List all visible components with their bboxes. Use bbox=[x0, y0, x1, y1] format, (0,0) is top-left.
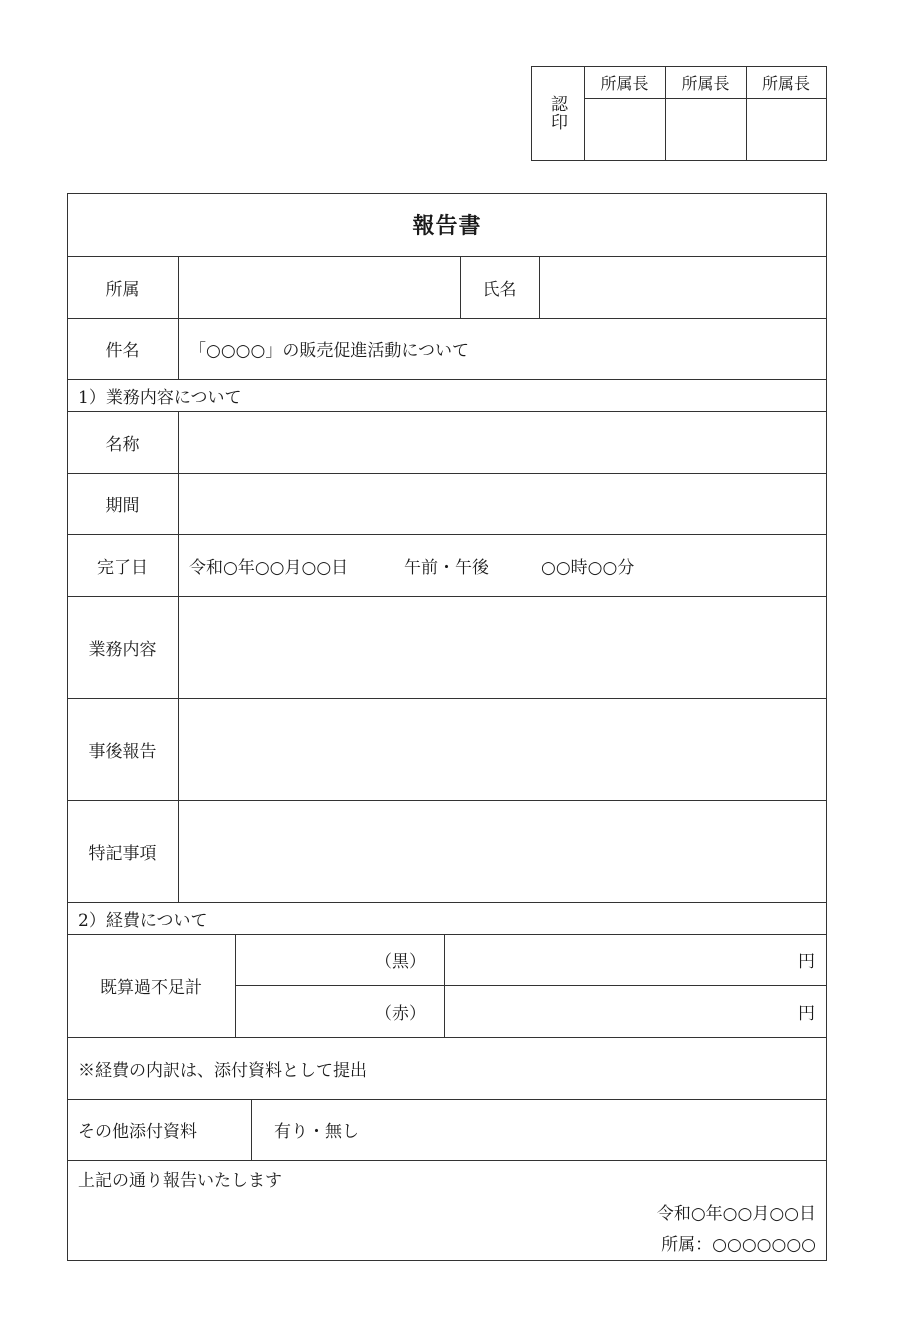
ampm-choice[interactable]: 午前・午後 bbox=[404, 557, 489, 578]
affiliation-label: 所属 bbox=[105, 279, 140, 300]
budget-label: 既算過不足計 bbox=[100, 978, 202, 998]
subject-label: 件名 bbox=[105, 341, 140, 361]
post-report-label: 事後報告 bbox=[88, 741, 157, 762]
expense-note: ※経費の内訳は、添付資料として提出 bbox=[78, 1060, 367, 1081]
special-notes-label: 特記事項 bbox=[88, 843, 157, 864]
subject-value[interactable]: 「○○○○」の販売促進活動について bbox=[189, 341, 469, 361]
attachments-value[interactable]: 有り・無し bbox=[274, 1122, 359, 1142]
attachments-label: その他添付資料 bbox=[78, 1122, 197, 1142]
approval-header-3: 所属長 bbox=[761, 73, 810, 93]
name-field[interactable] bbox=[539, 256, 826, 318]
approval-header-2: 所属長 bbox=[681, 73, 730, 93]
stamp-slot-2[interactable] bbox=[665, 98, 746, 160]
item-name-field[interactable] bbox=[178, 411, 826, 473]
work-content-label: 業務内容 bbox=[88, 639, 157, 660]
stamp-slot-1[interactable] bbox=[584, 98, 665, 160]
report-date[interactable]: 令和○年○○月○○日 bbox=[656, 1204, 816, 1224]
post-report-field[interactable] bbox=[178, 698, 826, 800]
yen-red[interactable]: 円 bbox=[798, 1003, 815, 1024]
closing-text: 上記の通り報告いたします bbox=[78, 1171, 282, 1191]
approval-label: 認印 bbox=[547, 95, 567, 131]
completion-date[interactable]: 令和○年○○月○○日 bbox=[189, 557, 349, 578]
approval-header-1: 所属長 bbox=[600, 73, 649, 93]
affiliation-field[interactable] bbox=[178, 256, 460, 318]
completion-label: 完了日 bbox=[97, 557, 148, 578]
black-label: （黒） bbox=[375, 952, 426, 972]
name-label: 氏名 bbox=[482, 279, 517, 300]
red-label: （赤） bbox=[375, 1003, 426, 1024]
section-1-heading: 1）業務内容について bbox=[78, 387, 242, 408]
special-notes-field[interactable] bbox=[178, 800, 826, 902]
stamp-slot-3[interactable] bbox=[746, 98, 826, 160]
work-content-field[interactable] bbox=[178, 596, 826, 698]
completion-time[interactable]: ○○時○○分 bbox=[541, 557, 635, 578]
section-2-heading: 2）経費について bbox=[78, 910, 208, 931]
item-name-label: 名称 bbox=[105, 434, 140, 455]
report-affiliation[interactable]: 所属：○○○○○○○ bbox=[661, 1235, 816, 1255]
period-field[interactable] bbox=[178, 473, 826, 534]
period-label: 期間 bbox=[105, 496, 140, 516]
form-title: 報告書 bbox=[412, 213, 482, 239]
yen-black[interactable]: 円 bbox=[798, 952, 815, 972]
